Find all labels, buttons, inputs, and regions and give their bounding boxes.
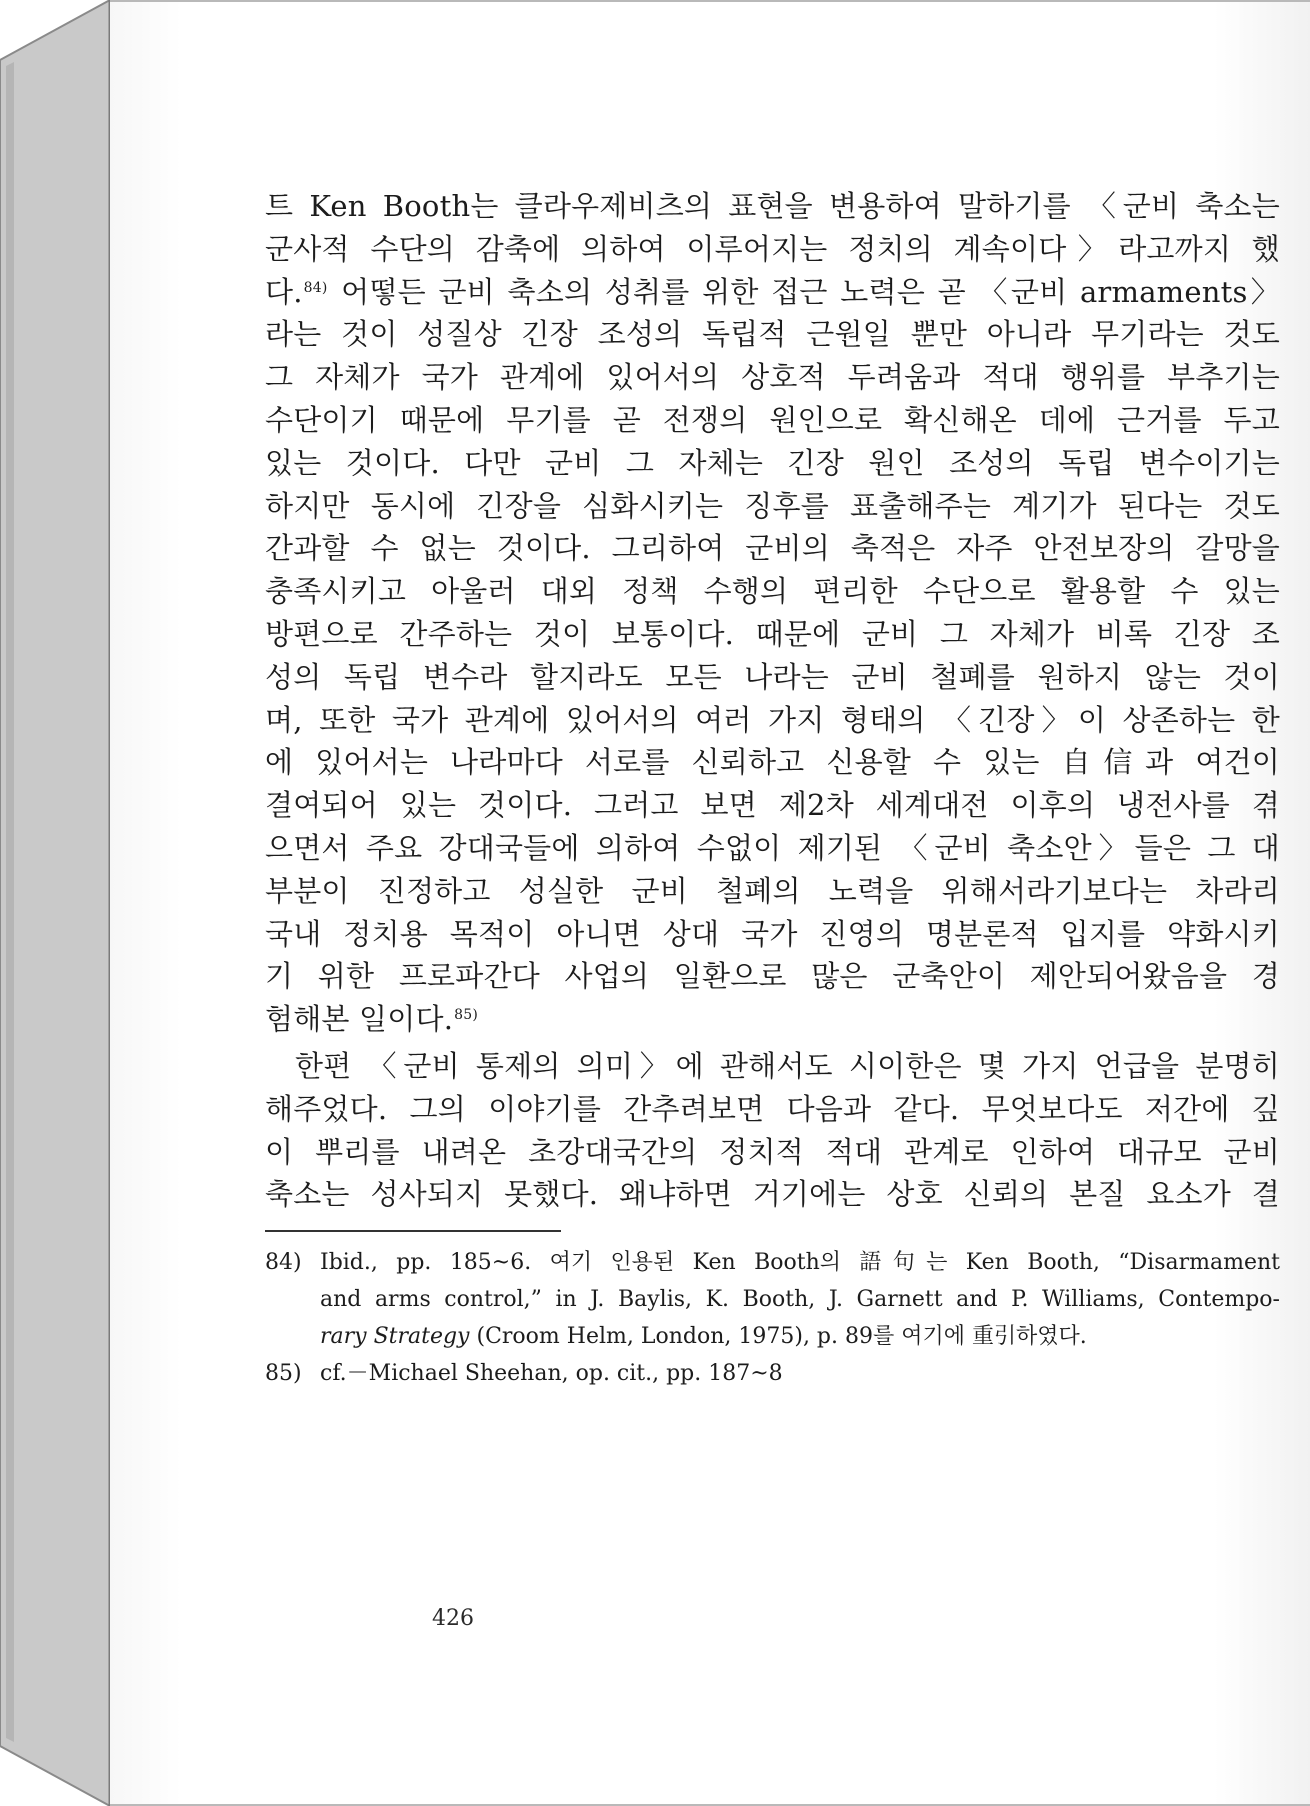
text-line	[265, 699, 1280, 742]
line-text: 방편으로 간주하는 것이 보통이다. 때문에 군비 그 자체가 비록 긴장 조	[265, 616, 1280, 651]
line-text: 국내 정치용 목적이 아니면 상대 국가 진영의 명분론적 입지를 약화시키	[265, 916, 1280, 951]
line-text: 기 위한 프로파간다 사업의 일환으로 많은 군축안이 제안되어왔음을 경	[265, 959, 1280, 994]
text-line	[265, 442, 1280, 485]
line-text: 으면서 주요 강대국들에 의하여 수없이 제기된 〈군비 축소안〉들은 그 대	[265, 830, 1280, 865]
footnote-italic-title: rary Strategy	[320, 1324, 470, 1350]
footnote-text: Ibid., pp. 185~6. 여기 인용된 Ken Booth의 語句는 Ken Booth, “Disarmament	[320, 1250, 1280, 1276]
text-line	[265, 613, 1280, 656]
line-text: 간과할 수 없는 것이다. 그리하여 군비의 축적은 자주 안전보장의 갈망을	[265, 531, 1280, 566]
text-line	[265, 656, 1280, 699]
line-text: 에 있어서는 나라마다 서로를 신뢰하고 신용할 수 있는 自信과 여건이	[265, 745, 1280, 780]
text-line	[265, 570, 1280, 613]
footnote-84	[265, 1244, 1280, 1355]
line-text: 축소는 성사되지 못했다. 왜냐하면 거기에는 상호 신뢰의 본질 요소가 결	[265, 1177, 1280, 1212]
text-line	[265, 185, 1280, 228]
footnote-text: (Croom Helm, London, 1975), p. 89를 여기에 重引하였다.	[469, 1324, 1087, 1350]
book-spine	[0, 0, 112, 1806]
page-content	[265, 185, 1280, 1392]
footnote-reference[interactable]: 84)	[303, 279, 328, 296]
footnote-85	[265, 1355, 1280, 1392]
footnote-divider	[265, 1230, 561, 1232]
text-line	[265, 1088, 1280, 1131]
text-line	[265, 1045, 1280, 1088]
line-text: 그 자체가 국가 관계에 있어서의 상호적 두려움과 적대 행위를 부추기는	[265, 360, 1280, 395]
paragraph-1	[265, 185, 1280, 1041]
text-line	[265, 399, 1280, 442]
line-text: 다.	[265, 274, 303, 309]
text-line	[265, 827, 1280, 870]
text-line	[265, 228, 1280, 271]
text-line	[265, 741, 1280, 784]
line-text: 트 Ken Booth는 클라우제비츠의 표현을 변용하여 말하기를 〈군비 축소는	[265, 189, 1280, 223]
line-text: 하지만 동시에 긴장을 심화시키는 징후를 표출해주는 계기가 된다는 것도	[265, 488, 1280, 523]
text-line	[265, 1131, 1280, 1174]
line-text: 성의 독립 변수라 할지라도 모든 나라는 군비 철폐를 원하지 않는 것이	[265, 659, 1280, 694]
footnote-text: and arms control,” in J. Baylis, K. Booth, J. Garnett and P. Williams, Contempo-	[320, 1287, 1280, 1313]
text-line	[265, 527, 1280, 570]
line-text: 충족시키고 아울러 대외 정책 수행의 편리한 수단으로 활용할 수 있는	[265, 574, 1280, 609]
line-text: 이 뿌리를 내려온 초강대국간의 정치적 적대 관계로 인하여 대규모 군비	[265, 1134, 1280, 1169]
line-text: 군사적 수단의 감축에 의하여 이루어지는 정치의 계속이다〉라고까지 했	[265, 231, 1280, 266]
line-text: 한편 〈군비 통제의 의미〉에 관해서도 시이한은 몇 가지 언급을 분명히	[295, 1048, 1280, 1083]
text-line	[265, 313, 1280, 356]
line-text: 며, 또한 국가 관계에 있어서의 여러 가지 형태의 〈긴장〉이 상존하는 한	[265, 702, 1280, 737]
text-line	[265, 998, 1280, 1041]
line-text: 어떻든 군비 축소의 성취를 위한 접근 노력은 곧 〈군비 armaments〉	[328, 274, 1280, 309]
line-text: 결여되어 있는 것이다. 그러고 보면 제2차 세계대전 이후의 냉전사를 겪	[265, 788, 1280, 823]
text-line	[265, 870, 1280, 913]
line-text: 해주었다. 그의 이야기를 간추려보면 다음과 같다. 무엇보다도 저간에 깊	[265, 1091, 1280, 1126]
line-text: 라는 것이 성질상 긴장 조성의 독립적 근원일 뿐만 아니라 무기라는 것도	[265, 317, 1280, 352]
book-page	[110, 0, 1310, 1806]
text-line	[265, 271, 1280, 314]
footnote-number: 84)	[265, 1250, 302, 1276]
text-line	[265, 1173, 1280, 1216]
footnote-reference[interactable]: 85)	[454, 1007, 479, 1024]
text-line	[265, 913, 1280, 956]
footnote-text: cf.－Michael Sheehan, op. cit., pp. 187~8	[320, 1361, 783, 1387]
page-number: 426	[432, 1606, 474, 1631]
text-line	[265, 955, 1280, 998]
text-line	[265, 784, 1280, 827]
line-text: 수단이기 때문에 무기를 곧 전쟁의 원인으로 확신해온 데에 근거를 두고	[265, 402, 1280, 437]
footnote-number: 85)	[265, 1361, 302, 1387]
line-text: 험해본 일이다.	[265, 1002, 454, 1037]
line-text: 부분이 진정하고 성실한 군비 철폐의 노력을 위해서라기보다는 차라리	[265, 873, 1280, 908]
text-line	[265, 485, 1280, 528]
text-line	[265, 356, 1280, 399]
line-text: 있는 것이다. 다만 군비 그 자체는 긴장 원인 조성의 독립 변수이기는	[265, 445, 1280, 480]
paragraph-2	[265, 1045, 1280, 1216]
